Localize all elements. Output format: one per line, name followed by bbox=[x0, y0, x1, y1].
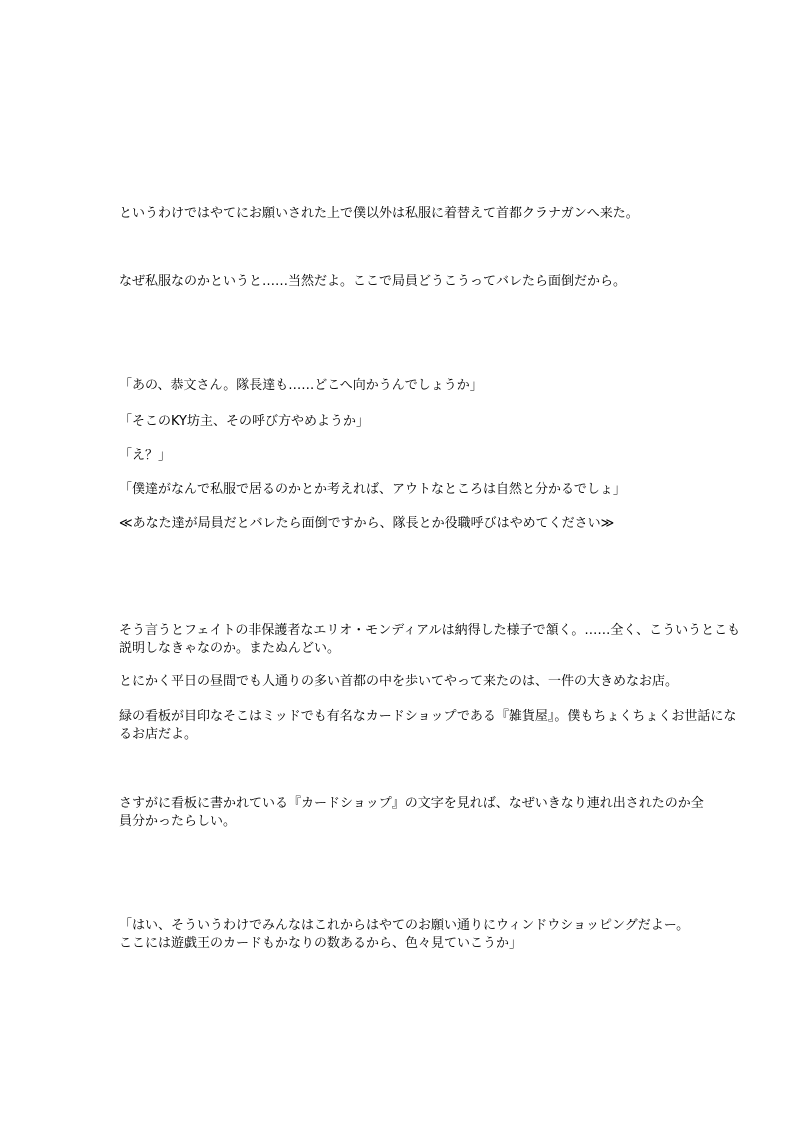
paragraph-line-3b: 説明しなきゃなのか。またぬんどい。 bbox=[119, 641, 341, 656]
paragraph-line-6b: 員分かったらしい。 bbox=[119, 814, 237, 829]
paragraph-line-5a: 緑の看板が目印なそこはミッドでも有名なカードショップである『雑貨屋』。僕もちょくちょくお世話にな bbox=[119, 709, 737, 724]
paragraph-line-4: とにかく平日の昼間でも人通りの多い首都の中を歩いてやって来たのは、一件の大きめなお店。 bbox=[119, 674, 679, 689]
paragraph-line-6a: さすがに看板に書かれている『カードショップ』の文字を見れば、なぜいきなり連れ出されたのか全 bbox=[119, 796, 704, 811]
paragraph-line-5b: るお店だよ。 bbox=[119, 727, 198, 742]
dialogue-line-2: 「そこのKY坊主、その呼び方やめようか」 bbox=[119, 414, 370, 429]
paragraph-line-1: というわけではやてにお願いされた上で僕以外は私服に着替えて首都クラナガンへ来た。 bbox=[119, 206, 639, 221]
dialogue-line-5a: 「はい、そういうわけでみんなはこれからはやてのお願い通りにウィンドウショッピングだよー。 bbox=[119, 918, 690, 933]
paragraph-line-3a: そう言うとフェイトの非保護者なエリオ・モンディアルは納得した様子で頷く。……全く、こういうとこも bbox=[119, 623, 741, 638]
device-speech-line: ≪あなた達が局員だとバレたら面倒ですから、隊長とか役職呼びはやめてください≫ bbox=[119, 516, 615, 531]
paragraph-line-2: なぜ私服なのかというと……当然だよ。ここで局員どうこうってバレたら面倒だから。 bbox=[119, 274, 627, 289]
dialogue-line-3: 「え？」 bbox=[119, 448, 172, 463]
dialogue-line-5b: ここには遊戯王のカードもかなりの数あるから、色々見ていこうか」 bbox=[119, 936, 523, 951]
dialogue-line-4: 「僕達がなんで私服で居るのかとか考えれば、アウトなところは自然と分かるでしょ」 bbox=[119, 482, 626, 497]
dialogue-line-1: 「あの、恭文さん。隊長達も……どこへ向かうんでしょうか」 bbox=[119, 378, 483, 393]
